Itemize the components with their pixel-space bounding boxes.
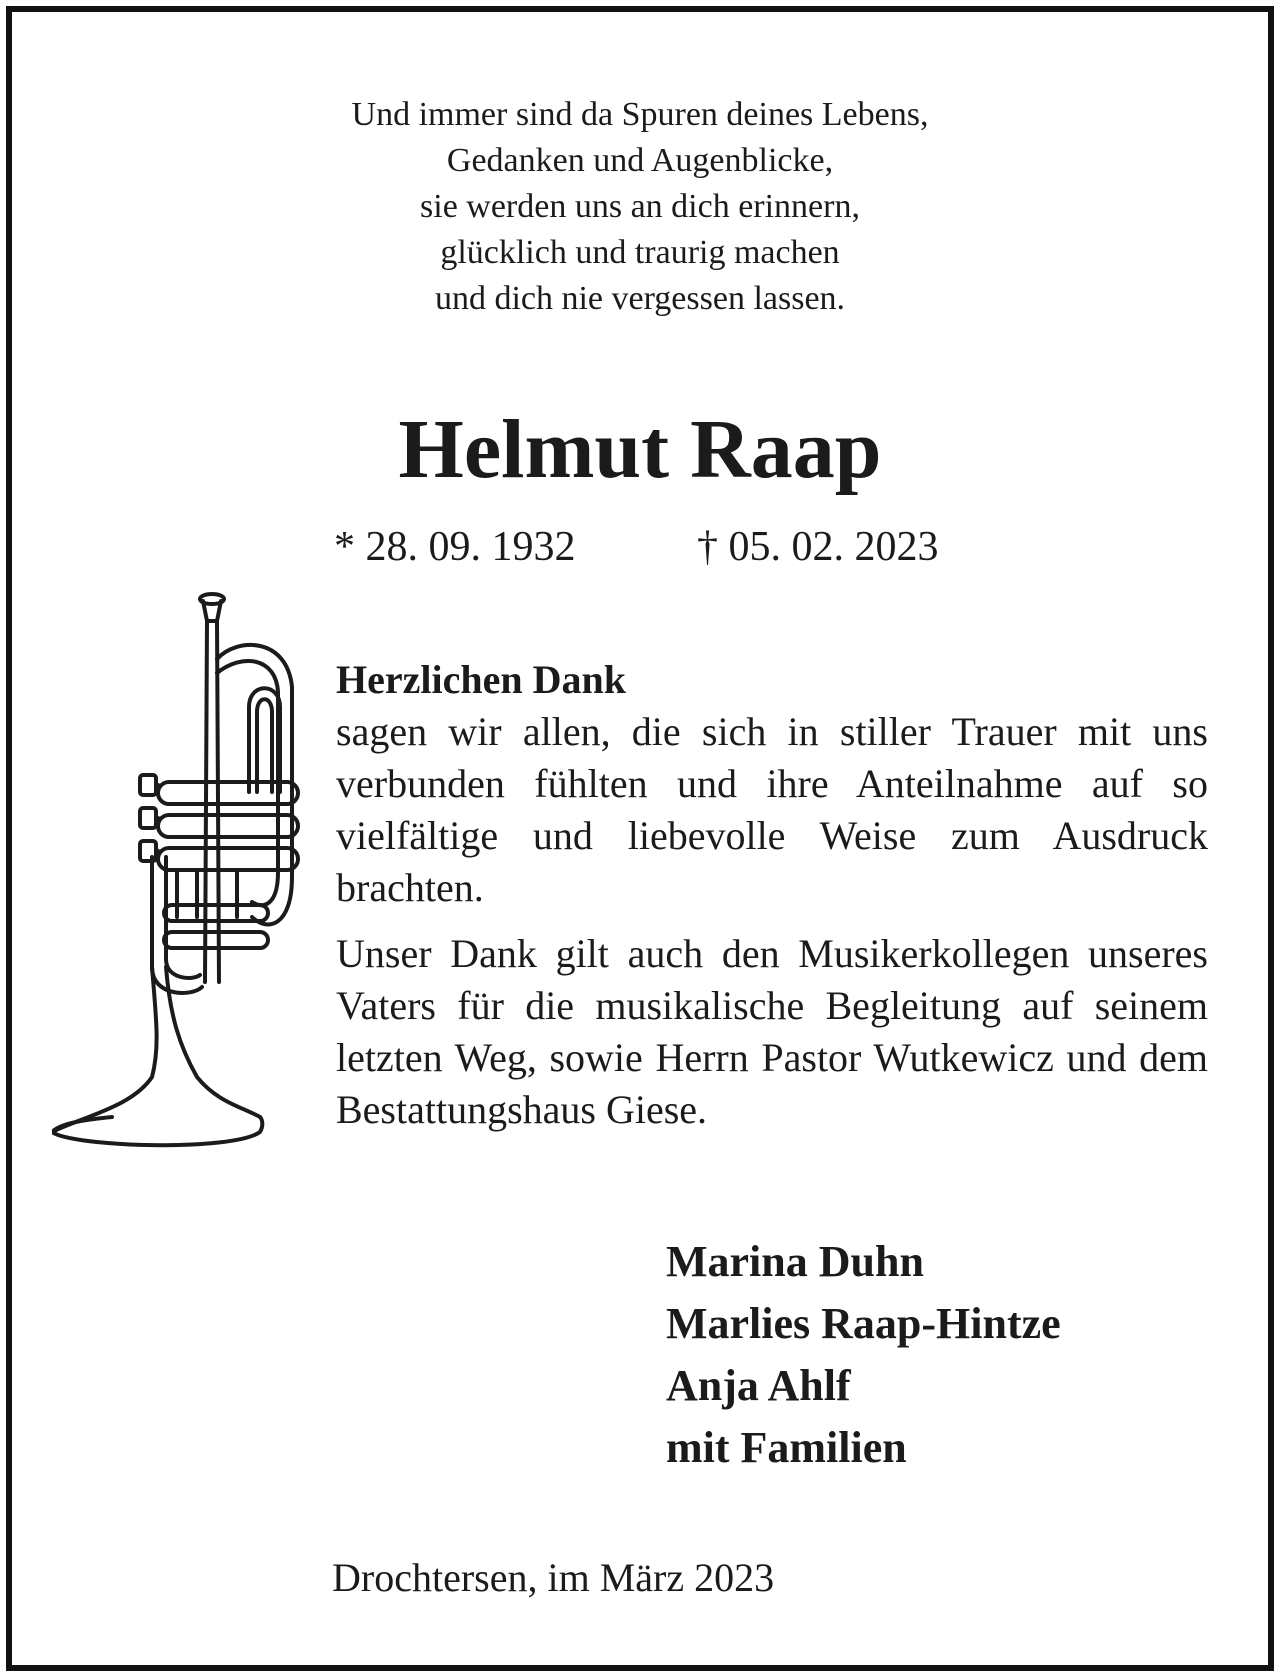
death-date: † 05. 02. 2023 — [697, 524, 939, 570]
thanks-message — [336, 654, 1208, 1136]
poem — [12, 92, 1268, 322]
signers-list — [666, 1231, 1061, 1479]
poem-line: sie werden uns an dich erinnern, — [420, 188, 860, 225]
signer-name: mit Familien — [666, 1423, 907, 1472]
signer-name: Marlies Raap-Hintze — [666, 1299, 1061, 1348]
poem-line: und dich nie vergessen lassen. — [434, 280, 846, 317]
trumpet-icon — [52, 587, 312, 1157]
thanks-heading: Herzlichen Dank — [336, 657, 626, 702]
deceased-name: Helmut Raap — [398, 403, 882, 496]
thanks-paragraph-2: Unser Dank gilt auch den Musikerkollegen unseres Vaters für die musikalische Begleitung auf seinem letzten Weg, sowie Herrn Pastor Wutkewicz und dem Bestattungshaus Giese. — [336, 931, 1208, 1132]
poem-line: Und immer sind da Spuren deines Lebens, — [351, 96, 929, 133]
poem-line: Gedanken und Augenblicke, — [446, 142, 834, 179]
notice-frame — [6, 6, 1274, 1671]
poem-line: glücklich und traurig machen — [440, 234, 840, 271]
signer-name: Marina Duhn — [666, 1237, 924, 1286]
thanks-paragraph-1: sagen wir allen, die sich in stiller Trauer mit uns verbunden fühlten und ihre Anteilnahme auf so vielfältige und liebevolle Weise zum Ausdruck brachten. — [336, 709, 1208, 910]
place-date: Drochtersen, im März 2023 — [332, 1555, 775, 1600]
birth-date: * 28. 09. 1932 — [334, 524, 576, 570]
signer-name: Anja Ahlf — [666, 1361, 851, 1410]
